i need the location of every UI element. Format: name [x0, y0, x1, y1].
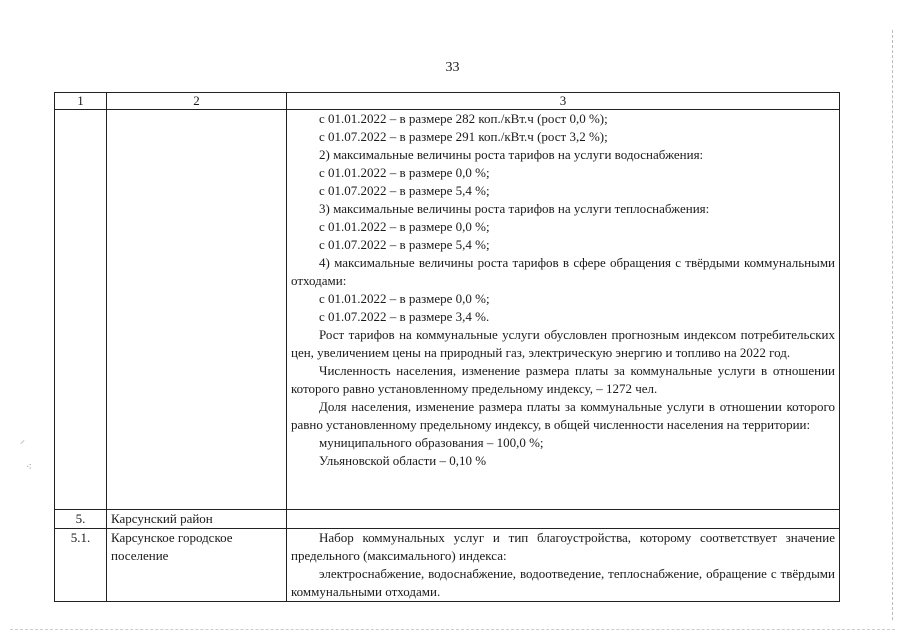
text-line: Ульяновской области – 0,10 % [319, 453, 487, 468]
municipality-name: Карсунское городское поселение [107, 529, 287, 602]
description-cell [287, 510, 840, 529]
row-number [55, 110, 107, 510]
scan-edge-right [892, 30, 893, 620]
text-line: с 01.01.2022 – в размере 0,0 %; [319, 219, 490, 234]
text-line: с 01.01.2022 – в размере 0,0 %; [319, 291, 490, 306]
text-line: муниципального образования – 100,0 %; [319, 435, 544, 450]
text-line: с 01.01.2022 – в размере 0,0 %; [319, 165, 490, 180]
tariff-table [54, 92, 840, 602]
municipality-name [107, 110, 287, 510]
column-header-2: 2 [107, 93, 287, 110]
text-line: Рост тарифов на коммунальные услуги обусловлен прогнозным индексом потребительских цен, увеличением цены на природный газ, электрическую энергию и топливо на 2022 год. [291, 327, 835, 360]
scan-edge-bottom [10, 629, 895, 630]
table-header-row [55, 93, 840, 110]
row-number: 5. [55, 510, 107, 529]
text-line: 3) максимальные величины роста тарифов на услуги теплоснабжения: [319, 201, 710, 216]
text-line: Набор коммунальных услуг и тип благоустройства, которому соответствует значение предельного (максимального) индекса: [291, 530, 835, 563]
text-line: с 01.07.2022 – в размере 5,4 %; [319, 183, 490, 198]
table-row [55, 529, 840, 602]
page-number: 33 [445, 60, 460, 75]
text-line: 2) максимальные величины роста тарифов на услуги водоснабжения: [319, 147, 704, 162]
table-row [55, 510, 840, 529]
column-header-1: 1 [55, 93, 107, 110]
table-row [55, 110, 840, 510]
municipality-name: Карсунский район [107, 510, 287, 529]
text-line: с 01.07.2022 – в размере 5,4 %; [319, 237, 490, 252]
text-line: электроснабжение, водоснабжение, водоотведение, теплоснабжение, обращение с твёрдыми коммунальными отходами. [291, 566, 835, 599]
text-line: с 01.01.2022 – в размере 282 коп./кВт.ч (рост 0,0 %); [319, 111, 608, 126]
text-line: 4) максимальные величины роста тарифов в сфере обращения с твёрдыми коммунальными отходами: [291, 255, 835, 288]
text-line: Доля населения, изменение размера платы за коммунальные услуги в отношении которого равно установленному предельному индексу, в общей численности населения на территории: [291, 399, 835, 432]
text-line: с 01.07.2022 – в размере 291 коп./кВт.ч (рост 3,2 %); [319, 129, 608, 144]
row-number: 5.1. [55, 529, 107, 602]
column-header-3: 3 [287, 93, 840, 110]
description-cell [287, 110, 840, 510]
scan-artifact: ⁖ [26, 462, 32, 473]
description-cell [287, 529, 840, 602]
text-line: Численность населения, изменение размера платы за коммунальные услуги в отношении которого равно установленному предельному индексу, – 1272 чел. [291, 363, 835, 396]
scan-artifact: ⸝ [20, 435, 25, 446]
text-line: с 01.07.2022 – в размере 3,4 %. [319, 309, 490, 324]
